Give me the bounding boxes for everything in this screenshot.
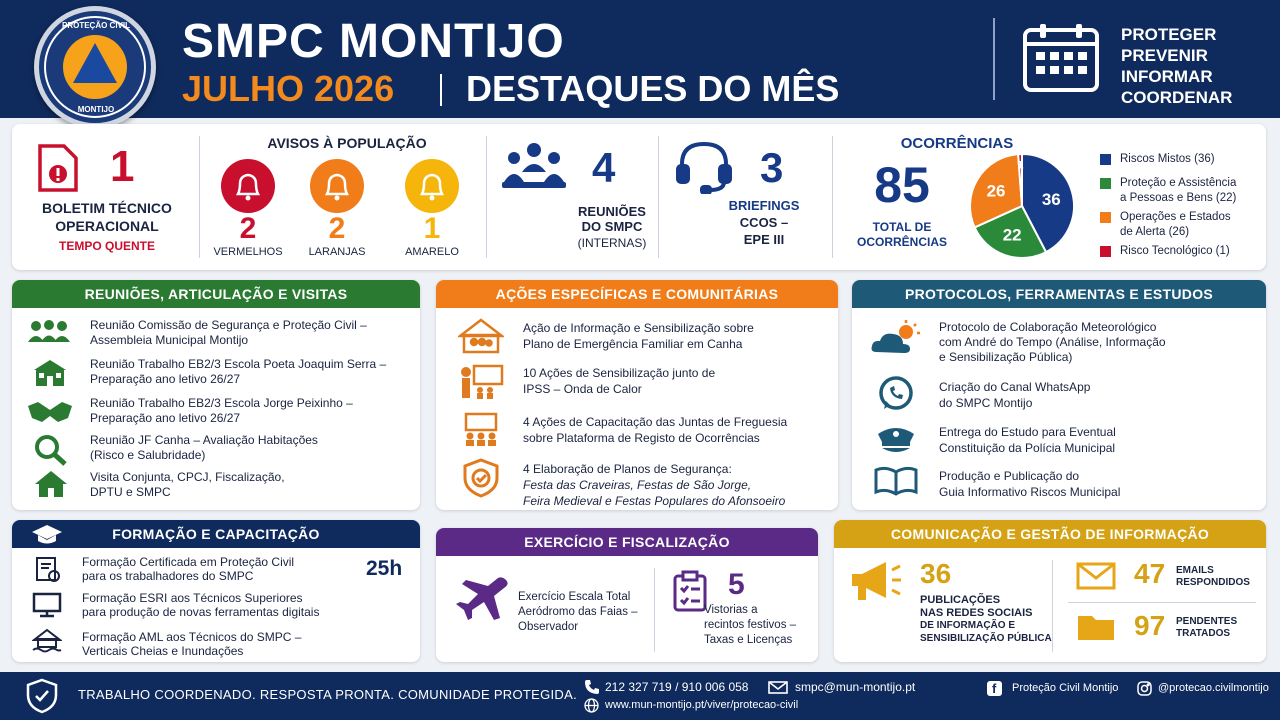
instagram-icon[interactable] <box>1137 681 1152 701</box>
comunicacao-section <box>834 520 1266 662</box>
protocolo-item: Criação do Canal WhatsApp <box>939 380 1091 394</box>
pie-slice-label: 36 <box>1041 189 1061 209</box>
formacao-section <box>12 520 420 662</box>
reuniao-item: Reunião Trabalho EB2/3 Escola Poeta Joaquim Serra – <box>90 357 387 371</box>
reuniao-item: Visita Conjunta, CPCJ, Fiscalização, <box>90 470 285 484</box>
section-header: PROTOCOLOS, FERRAMENTAS E ESTUDOS <box>852 280 1266 308</box>
acoes-section <box>436 280 838 510</box>
legend-swatch <box>1100 178 1111 189</box>
envelope-icon <box>1076 562 1116 595</box>
reunioes-count: 4 <box>592 144 616 191</box>
legend-label: Proteção e Assistência <box>1120 177 1237 189</box>
reuniao-item: (Risco e Salubridade) <box>90 448 206 462</box>
briefings-label: CCOS – <box>739 215 789 230</box>
formacao-item: para produção de novas ferramentas digitais <box>82 605 320 619</box>
legend-swatch <box>1100 154 1111 165</box>
protocolo-item: Constituição da Polícia Municipal <box>939 441 1116 455</box>
protocolo-item: Produção e Publicação do <box>939 469 1080 483</box>
airplane-icon <box>456 576 510 627</box>
pie-slice-label: 26 <box>986 181 1006 201</box>
pendentes-label: TRATADOS <box>1176 628 1231 639</box>
reuniao-item: Preparação ano letivo 26/27 <box>90 411 241 425</box>
legend-label: a Pessoas e Bens (22) <box>1120 192 1237 204</box>
phone-icon <box>584 679 600 700</box>
legend-label: Operações e Estados <box>1120 211 1231 223</box>
training-board-icon <box>458 412 504 451</box>
acao-item: Ação de Informação e Sensibilização sobre <box>523 321 754 335</box>
boletim-sub: TEMPO QUENTE <box>58 239 155 253</box>
house-family-icon <box>458 318 504 359</box>
ocorrencias-total-label: OCORRÊNCIAS <box>856 235 947 249</box>
protocolo-item: Entrega do Estudo para Eventual <box>939 425 1116 439</box>
reuniao-item: Reunião Trabalho EB2/3 Escola Jorge Peixinho – <box>90 396 353 410</box>
acao-item: sobre Plataforma de Registo de Ocorrências <box>523 431 760 445</box>
exercicio-text: Observador <box>518 621 579 633</box>
reunioes-label: (INTERNAS) <box>577 236 647 250</box>
divider <box>199 136 200 258</box>
section-header: REUNIÕES, ARTICULAÇÃO E VISITAS <box>12 280 420 308</box>
shield-check-icon <box>462 458 500 503</box>
legend-swatch <box>1100 246 1111 257</box>
avisos-title: AVISOS À POPULAÇÃO <box>267 135 427 151</box>
protocolo-item: Guia Informativo Riscos Municipal <box>939 485 1121 499</box>
aviso-count: 1 <box>423 212 441 245</box>
protocolos-section <box>852 280 1266 510</box>
pie-slice-label: 1 <box>1017 159 1024 172</box>
ocorrencias-pie-chart <box>960 152 1084 260</box>
shield-check-icon <box>26 678 58 719</box>
whatsapp-icon <box>876 376 916 417</box>
acao-item: Festa das Craveiras, Festas de São Jorge, <box>523 478 752 492</box>
footer-email[interactable]: smpc@mun-montijo.pt <box>795 680 916 694</box>
reunioes-label: REUNIÕES <box>578 204 646 219</box>
facebook-icon[interactable]: f <box>987 681 1002 696</box>
presentation-icon <box>458 364 504 405</box>
motto-line: PROTEGER <box>1121 25 1217 44</box>
motto-line: INFORMAR <box>1121 67 1213 86</box>
motto-line: PREVENIR <box>1121 46 1208 65</box>
group-icon <box>28 320 70 349</box>
computer-icon <box>32 592 62 623</box>
boletim-label: OPERACIONAL <box>55 218 159 234</box>
ocorrencias-title: OCORRÊNCIAS <box>900 135 1014 152</box>
weather-icon <box>870 320 924 361</box>
exercicio-text: Exercício Escala Total <box>518 591 631 603</box>
publicacoes-label: DE INFORMAÇÃO E <box>920 620 1015 631</box>
page-subtitle: DESTAQUES DO MÊS <box>466 68 840 109</box>
page-title: SMPC MONTIJO <box>182 15 565 68</box>
section-header: AÇÕES ESPECÍFICAS E COMUNITÁRIAS <box>436 280 838 308</box>
protocolo-item: com André do Tempo (Análise, Informação <box>939 335 1166 349</box>
vistorias-count: 5 <box>728 568 745 601</box>
acao-item: 10 Ações de Sensibilização junto de <box>523 366 716 380</box>
vistorias-text: recintos festivos – <box>704 619 797 631</box>
meeting-group-icon <box>500 142 568 195</box>
folder-icon <box>1076 612 1116 647</box>
legend-swatch <box>1100 212 1111 223</box>
acao-item: 4 Ações de Capacitação das Juntas de Freguesia <box>523 415 788 429</box>
emails-count: 47 <box>1134 558 1166 589</box>
emails-label: RESPONDIDOS <box>1176 577 1250 588</box>
reuniao-item: Reunião Comissão de Segurança e Proteção Civil – <box>90 318 367 332</box>
book-icon <box>874 466 918 501</box>
acao-item: Feira Medieval e Festas Populares do Afonsoeiro <box>523 494 786 508</box>
formacao-item: Verticais Cheias e Inundações <box>82 644 244 658</box>
protocolo-item: e Sensibilização Pública) <box>939 350 1073 364</box>
document-alert-icon <box>36 144 80 197</box>
pendentes-label: PENDENTES <box>1176 616 1238 627</box>
handshake-icon <box>28 400 72 429</box>
section-header: COMUNICAÇÃO E GESTÃO DE INFORMAÇÃO <box>834 520 1266 548</box>
section-title: FORMAÇÃO E CAPACITAÇÃO <box>112 526 320 542</box>
exercicio-section <box>436 528 818 662</box>
certificate-icon <box>34 556 62 589</box>
bell-orange-icon <box>309 158 365 219</box>
stats-panel <box>12 124 1266 270</box>
title-divider <box>440 74 442 106</box>
calendar-icon <box>1022 22 1100 99</box>
divider <box>658 136 659 258</box>
protocolo-item: Protocolo de Colaboração Meteorológico <box>939 320 1157 334</box>
magnifier-icon <box>34 434 68 471</box>
briefings-label: EPE III <box>743 232 785 247</box>
aviso-count: 2 <box>328 212 346 245</box>
aviso-label: VERMELHOS <box>213 246 283 258</box>
pendentes-count: 97 <box>1134 610 1166 641</box>
reuniao-item: DPTU e SMPC <box>90 485 171 499</box>
header <box>0 0 1280 118</box>
footer-instagram[interactable]: @protecao.civilmontijo <box>1158 682 1269 694</box>
megaphone-icon <box>848 560 902 609</box>
divider <box>486 136 487 258</box>
reunioes-section <box>12 280 420 510</box>
pie-slice-label: 22 <box>1002 225 1022 245</box>
headset-icon <box>674 140 734 199</box>
reuniao-item: Reunião JF Canha – Avaliação Habitações <box>90 433 318 447</box>
formacao-item: Formação Certificada em Proteção Civil <box>82 555 295 569</box>
house-icon <box>34 470 68 503</box>
section-header: EXERCÍCIO E FISCALIZAÇÃO <box>436 528 818 556</box>
motto-line: COORDENAR <box>1121 88 1233 107</box>
reuniao-item: Assembleia Municipal Montijo <box>90 333 249 347</box>
globe-icon <box>584 698 599 718</box>
formacao-item: Formação AML aos Técnicos do SMPC – <box>82 630 302 644</box>
logo-text-bottom: MONTIJO <box>77 105 115 114</box>
formacao-hours: 25h <box>366 557 403 580</box>
formacao-item: para os trabalhadores do SMPC <box>82 569 254 583</box>
publicacoes-count: 36 <box>920 558 952 589</box>
legend-label: Risco Tecnológico (1) <box>1120 245 1230 257</box>
publicacoes-label: PUBLICAÇÕES <box>920 594 1001 606</box>
divider <box>832 136 833 258</box>
aviso-count: 2 <box>239 212 257 245</box>
acao-item: 4 Elaboração de Planos de Segurança: <box>523 462 732 476</box>
logo-text-top: PROTEÇÃO CIVIL <box>61 21 130 30</box>
vistorias-text: Vistorias a <box>704 604 758 616</box>
bell-yellow-icon <box>404 158 460 219</box>
acao-item: IPSS – Onda de Calor <box>523 382 642 396</box>
vistorias-text: Taxas e Licenças <box>704 634 793 646</box>
ocorrencias-total: 85 <box>874 157 930 213</box>
briefings-label: BRIEFINGS <box>728 198 800 213</box>
footer <box>0 672 1280 720</box>
legend-label: Riscos Mistos (36) <box>1120 153 1215 165</box>
protocolo-item: do SMPC Montijo <box>939 396 1033 410</box>
boletim-label: BOLETIM TÉCNICO <box>42 200 172 216</box>
divider <box>1068 602 1256 603</box>
boletim-count: 1 <box>110 142 135 191</box>
footer-facebook[interactable]: Proteção Civil Montijo <box>1012 682 1119 694</box>
divider <box>654 568 655 652</box>
legend-label: de Alerta (26) <box>1120 226 1190 238</box>
aviso-label: LARANJAS <box>308 246 366 258</box>
month-title: JULHO 2026 <box>182 68 395 109</box>
protecao-civil-logo <box>34 6 156 128</box>
publicacoes-label: NAS REDES SOCIAIS <box>920 607 1033 619</box>
divider <box>1052 560 1053 652</box>
graduation-cap-icon <box>32 523 62 554</box>
bell-red-icon <box>220 158 276 219</box>
formacao-item: Formação ESRI aos Técnicos Superiores <box>82 591 303 605</box>
publicacoes-label: SENSIBILIZAÇÃO PÚBLICA <box>920 633 1052 644</box>
police-cap-icon <box>876 424 916 461</box>
emails-label: EMAILS <box>1176 565 1214 576</box>
ocorrencias-total-label: TOTAL DE <box>872 220 932 234</box>
acao-item: Plano de Emergência Familiar em Canha <box>523 337 743 351</box>
school-icon <box>32 358 68 393</box>
header-divider <box>993 18 995 100</box>
aviso-label: AMARELO <box>405 246 459 258</box>
briefings-count: 3 <box>760 144 784 191</box>
reunioes-label: DO SMPC <box>581 219 643 234</box>
footer-phone[interactable]: 212 327 719 / 910 006 058 <box>605 680 749 694</box>
reuniao-item: Preparação ano letivo 26/27 <box>90 372 241 386</box>
section-header <box>12 520 420 548</box>
flood-house-icon <box>32 628 62 659</box>
footer-website[interactable]: www.mun-montijo.pt/viver/protecao-civil <box>605 699 799 711</box>
exercicio-text: Aeródromo das Faias – <box>518 606 638 618</box>
footer-slogan: TRABALHO COORDENADO. RESPOSTA PRONTA. COMUNIDADE PROTEGIDA. <box>78 687 578 702</box>
email-icon <box>768 681 788 699</box>
clipboard-check-icon <box>672 570 708 617</box>
